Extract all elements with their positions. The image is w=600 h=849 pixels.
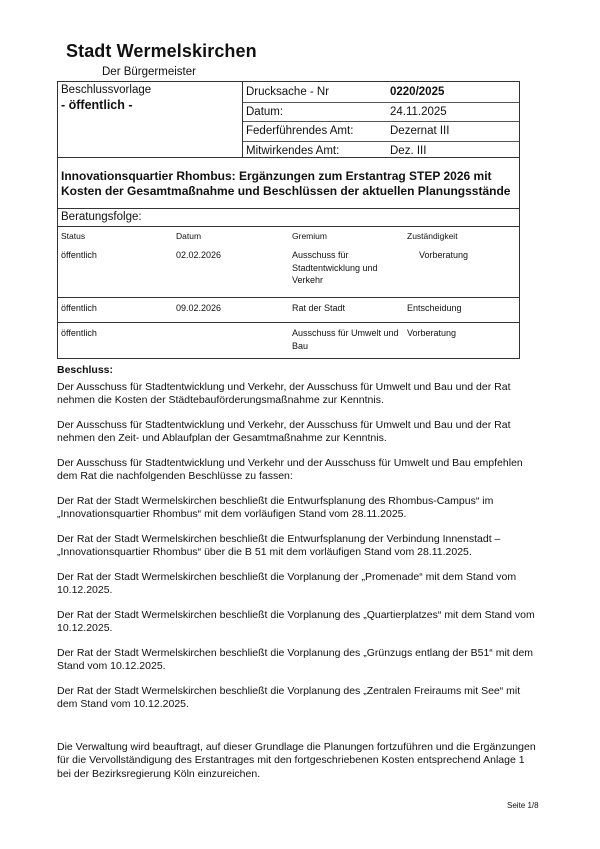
row-date: 09.02.2026 — [176, 302, 222, 313]
meta-value: 24.11.2025 — [390, 105, 447, 118]
meta-value: 0220/2025 — [390, 86, 445, 99]
row-body: Ausschuss für Stadtentwicklung und Verkehr — [292, 250, 378, 285]
document-subject: Innovationsquartier Rhombus: Ergänzungen zum Erstantrag STEP 2026 mit Kosten der Gesamtmaßnahme und Beschlüssen der aktuellen Planungsstände — [58, 158, 519, 209]
meta-value: Dez. III — [390, 144, 427, 157]
resolution-paragraph: Der Ausschuss für Stadtentwicklung und Verkehr, der Ausschuss für Umwelt und Bau und der Rat nehmen den Zeit- und Ablaufplan der Gesamtmaßnahme zur Kenntnis. — [57, 418, 511, 444]
city-title: Stadt Wermelskirchen — [66, 41, 257, 61]
document-info-box — [57, 81, 520, 359]
resolution-paragraph: Der Ausschuss für Stadtentwicklung und Verkehr und der Ausschuss für Umwelt und Bau empfehlen dem Rat die nachfolgenden Beschlüsse zu fassen: — [57, 456, 523, 482]
table-row — [58, 245, 519, 297]
meta-key: Mitwirkendes Amt: — [246, 144, 340, 157]
resolution-paragraph: Der Ausschuss für Stadtentwicklung und Verkehr, der Ausschuss für Umwelt und Bau und der Rat nehmen die Kosten der Städtebauförderungsmaßnahme zur Kenntnis. — [57, 380, 511, 406]
consultation-table-header — [58, 227, 519, 245]
meta-row-federfuehrend — [246, 122, 516, 141]
table-row — [58, 297, 519, 323]
row-body: Ausschuss für Umwelt und Bau — [292, 328, 399, 351]
document-type-cell — [58, 82, 243, 157]
meta-row-drucksache — [246, 83, 516, 102]
mandate-paragraph: Die Verwaltung wird beauftragt, auf dieser Grundlage die Planungen fortzuführen und die Ergänzungen für die Vervollständigung des Erstantrages mit den fortgeschriebenen Kosten entsprechend Anlage 1 bei der Bezirksregierung Köln einzureichen. — [57, 740, 536, 780]
resolution-paragraph: Der Rat der Stadt Wermelskirchen beschließt die Vorplanung des „Quartierplatzes“ mit dem Stand vom 10.12.2025. — [57, 608, 535, 634]
meta-key: Federführendes Amt: — [246, 125, 354, 138]
row-date — [176, 327, 292, 352]
resolution-heading: Beschluss: — [57, 364, 114, 376]
column-header-date: Datum — [176, 231, 202, 241]
visibility-label: - öffentlich - — [61, 98, 133, 112]
column-header-role: Zuständigkeit — [407, 231, 458, 241]
meta-row-datum — [246, 103, 516, 122]
row-role: Entscheidung — [407, 302, 462, 313]
row-role: Vorberatung — [419, 250, 469, 260]
resolution-section — [57, 364, 537, 792]
row-status: öffentlich — [61, 250, 97, 260]
resolution-paragraph: Der Rat der Stadt Wermelskirchen beschließt die Vorplanung des „Grünzugs entlang der B51“ mit dem Stand vom 10.12.2025. — [57, 646, 534, 672]
column-header-body: Gremium — [292, 231, 327, 241]
resolution-paragraph: Der Rat der Stadt Wermelskirchen beschließt die Vorplanung des „Zentralen Freiraums mit See“ mit dem Stand vom 10.12.2025. — [57, 684, 521, 710]
column-header-status: Status — [61, 231, 86, 241]
document-meta — [243, 82, 519, 157]
row-role: Vorberatung — [407, 328, 457, 338]
row-date: 02.02.2026 — [176, 250, 222, 260]
resolution-paragraph: Der Rat der Stadt Wermelskirchen beschließt die Entwurfsplanung der Verbindung Innenstadt – „Innovationsquartier Rhombus“ über die B 51 mit dem vorläufigen Stand vom 28.11.2025. — [57, 532, 501, 558]
page-number: Seite 1/8 — [507, 801, 539, 810]
row-status: öffentlich — [61, 302, 97, 313]
mayor-subtitle: Der Bürgermeister — [102, 66, 196, 78]
resolution-paragraph: Der Rat der Stadt Wermelskirchen beschließt die Entwurfsplanung des Rhombus-Campus“ im „Innovationsquartier Rhombus“ mit dem vorläufigen Stand vom 28.11.2025. — [57, 494, 494, 520]
consultation-label: Beratungsfolge: — [58, 209, 519, 227]
meta-key: Datum: — [246, 105, 284, 118]
row-status: öffentlich — [61, 328, 97, 338]
meta-row-mitwirkend — [246, 142, 516, 161]
resolution-paragraph: Der Rat der Stadt Wermelskirchen beschließt die Vorplanung der „Promenade“ mit dem Stand vom 10.12.2025. — [57, 570, 517, 596]
meta-value: Dezernat III — [390, 125, 450, 138]
document-type: Beschlussvorlage — [61, 84, 152, 96]
document-header — [58, 82, 519, 158]
row-body: Rat der Stadt — [292, 302, 346, 313]
meta-key: Drucksache - Nr — [246, 86, 330, 99]
table-row — [58, 322, 519, 358]
